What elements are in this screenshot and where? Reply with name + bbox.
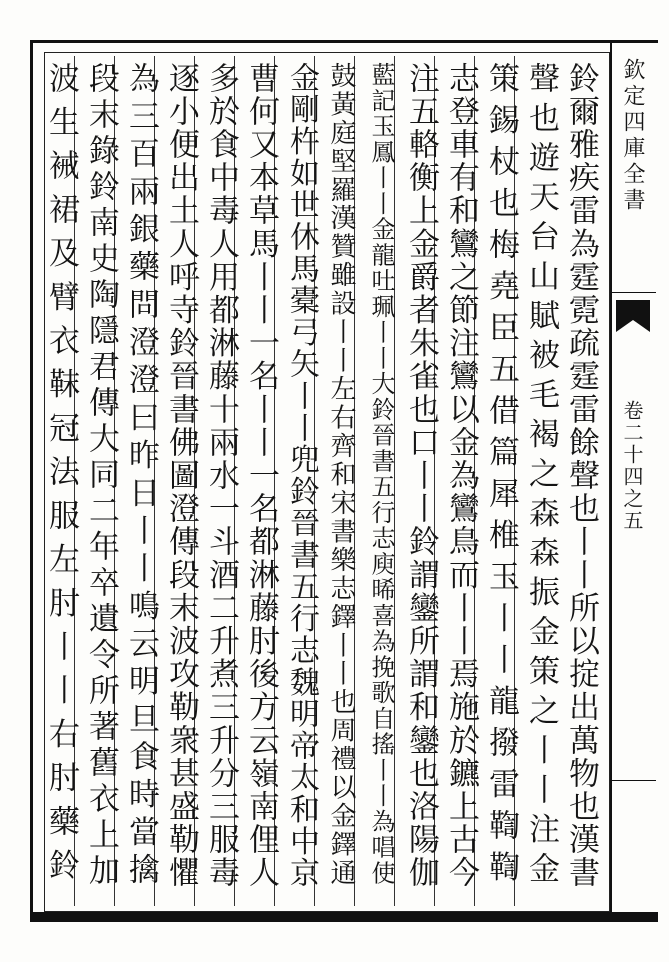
fish-tail-mark [616,300,650,320]
volume-label: 卷二十四之五 [620,400,644,532]
text-column-8: 金剛杵如世休馬橐弓矢丨丨兜鈴晉書五行志魏明帝太和中京 [284,62,319,890]
margin-divider [612,292,656,293]
text-column-10: 多於食中毒人用都淋藤十兩水一斗酒二升煮三升分三服毒 [203,62,239,890]
text-column-12: 為三百兩銀藥問澄澄曰昨日丨丨鳴云明旦食時當擒 [123,62,159,891]
text-column-1: 鈴爾雅疾雷為霆霓疏霆雷餘聲也丨丨所以掟出萬物也漢書 [563,62,599,890]
text-column-5: 注五輅衡上金爵者朱雀也口丨丨鈴謂鑾所謂和鑾也洛陽伽 [403,62,439,890]
text-column-4: 志登車有和鸞之節注鸞以金為鸞鳥而丨丨焉施於鑣上古今 [443,62,479,890]
book-title: 欽定四庫全書 [620,58,645,214]
text-column-14: 波生裓裙及臂衣靺冠法服左肘丨丨右肘藥鈴 [43,62,79,893]
text-column-2: 聲也遊天台山賦被毛褐之森森振金策之丨丨注金 [523,62,559,892]
text-column-9: 曹何又本草馬丨丨一名丨丨一名都淋藤肘後方云嶺南俚人 [243,62,279,890]
bottom-border-bar [30,912,658,920]
text-column-6: 藍記玉鳳丨丨金龍吐珮丨丨大鈴晉書五行志庾晞喜為挽歌自搖丨丨為唱使 [367,62,395,886]
text-column-7: 鼓黃庭堅羅漢贊雖設丨丨左右齊和宋書樂志鐸丨丨也周禮以金鐸通 [326,62,356,888]
margin-divider [612,780,656,781]
text-column-11: 逐小便出土人呼寺鈴晉書佛圖澄傳段末波攻勒衆甚盛勒懼 [163,62,199,890]
text-column-3: 策錫杖也梅堯臣五借篇犀椎玉丨丨龍撥雷鞫鞫 [483,62,519,892]
text-column-13: 段末錄鈴南史陶隱君傳大同二年卒遺令所著舊衣上加 [83,62,119,891]
